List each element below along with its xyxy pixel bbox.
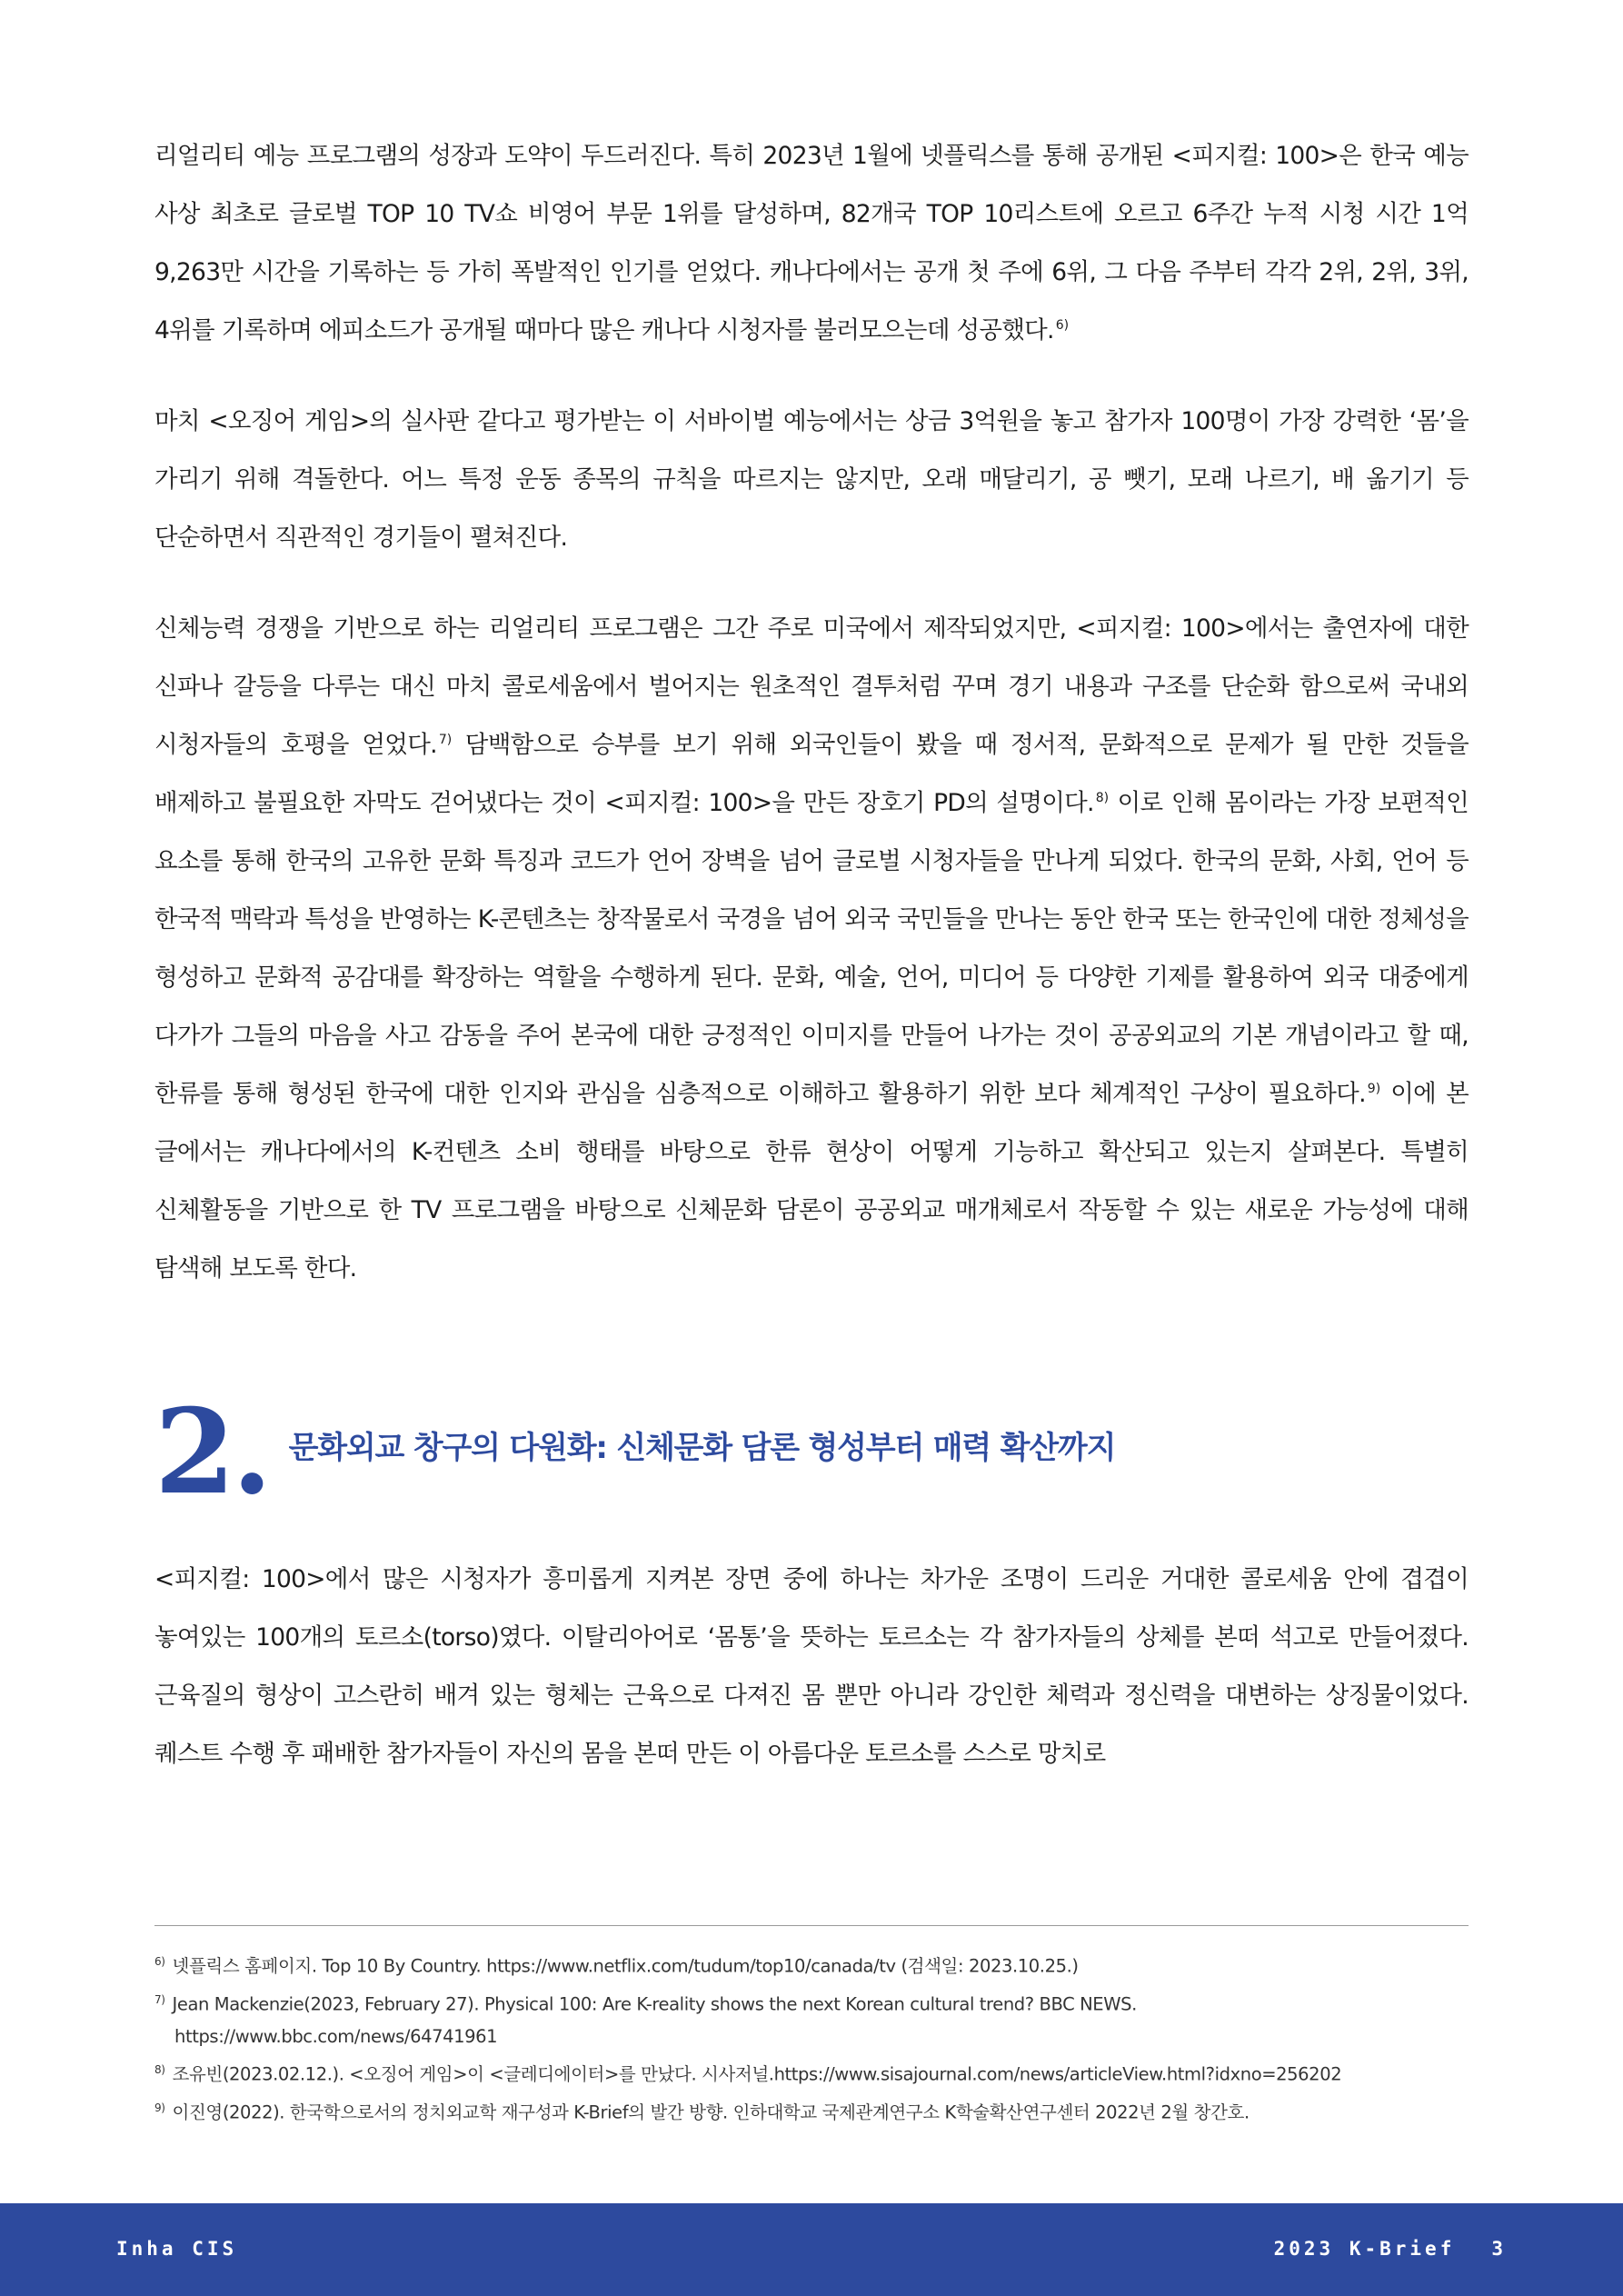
paragraph-text: 이에 본 글에서는 캐나다에서의 K-컨텐츠 소비 행태를 바탕으로 한류 현상이 어떻게 기능하고 확산되고 있는지 살펴본다. 특별히 신체활동을 기반으로 한 TV 프로그램을 바탕으로 신체문화 담론이 공공외교 매개체로서 작동할 수 있는 새로운 가능성에 대해 탐색해 보도록 한다. — [154, 1080, 1469, 1283]
paragraph-text: 리얼리티 예능 프로그램의 성장과 도약이 두드러진다. 특히 2023년 1월에 넷플릭스를 통해 공개된 <피지컬: 100>은 한국 예능 사상 최초로 글로벌 TOP 10 TV쇼 비영어 부문 1위를 달성하며, 82개국 TOP 10리스트에 오르고 6주간 누적 시청 시간 1억 9,263만 시간을 기록하는 등 가히 폭발적인 인기를 얻었다. 캐나다에서는 공개 첫 주에 6위, 그 다음 주부터 각각 2위, 2위, 3위, 4위를 기록하며 에피소드가 공개될 때마다 많은 캐나다 시청자를 불러모으는데 성공했다. — [154, 142, 1469, 344]
footnote-ref[interactable]: 7) — [438, 733, 453, 748]
page-footer — [0, 2203, 1623, 2296]
paragraph-text: 담백함으로 승부를 보기 위해 외국인들이 봤을 때 정서적, 문화적으로 문제가 될 만한 것들을 배제하고 불필요한 자막도 걷어냈다는 것이 <피지컬: 100>을 만든 장호기 PD의 설명이다. — [154, 731, 1469, 817]
footnote-ref[interactable]: 6) — [1055, 318, 1070, 334]
footnote-text: 이진영(2022). 한국학으로서의 정치외교학 재구성과 K-Brief의 발간 방향. 인하대학교 국제관계연구소 K학술확산연구센터 2022년 2월 창간호. — [172, 2101, 1250, 2122]
footer-right — [1274, 2238, 1507, 2260]
footnote-text: Jean Mackenzie(2023, February 27). Physical 100: Are K-reality shows the next Korean cultural trend? BBC NEWS. — [172, 1993, 1137, 2014]
paragraph-text: 신체능력 경쟁을 기반으로 하는 리얼리티 프로그램은 그간 주로 미국에서 제작되었지만, <피지컬: 100>에서는 출연자에 대한 신파나 갈등을 다루는 대신 마치 콜로세움에서 벌어지는 원초적인 결투처럼 꾸며 경기 내용과 구조를 단순화 함으로써 국내외 시청자들의 호평을 얻었다. — [154, 614, 1469, 759]
paragraph-text: 마치 <오징어 게임>의 실사판 같다고 평가받는 이 서바이벌 예능에서는 상금 3억원을 놓고 참가자 100명이 가장 강력한 ‘몸’을 가리기 위해 격돌한다. 어느 특정 운동 종목의 규칙을 따르지는 않지만, 오래 매달리기, 공 뺏기, 모래 나르기, 배 옮기기 등 단순하면서 직관적인 경기들이 펼쳐진다. — [154, 407, 1469, 552]
footnote-link[interactable]: https://www.bbc.com/news/64741961 — [174, 2026, 498, 2047]
footer-org: Inha CIS — [116, 2238, 238, 2260]
footnote-number: 9) — [154, 2101, 165, 2114]
footnote — [154, 1983, 1469, 2054]
footnotes — [154, 1945, 1469, 2129]
page-number: 3 — [1491, 2238, 1507, 2260]
footnote-number: 8) — [154, 2063, 165, 2076]
paragraph-text: 이로 인해 몸이라는 가장 보편적인 요소를 통해 한국의 고유한 문화 특징과 코드가 언어 장벽을 넘어 글로벌 시청자들을 만나게 되었다. 한국의 문화, 사회, 언어 등 한국적 맥락과 특성을 반영하는 K-콘텐츠는 창작물로서 국경을 넘어 외국 국민들을 만나는 동안 한국 또는 한국인에 대한 정체성을 형성하고 문화적 공감대를 확장하는 역할을 수행하게 된다. 문화, 예술, 언어, 미디어 등 다양한 기제를 활용하여 외국 대중에게 다가가 그들의 마음을 사고 감동을 주어 본국에 대한 긍정적인 이미지를 만들어 나가는 것이 공공외교의 기본 개념이라고 할 때, 한류를 통해 형성된 한국에 대한 인지와 관심을 심층적으로 이해하고 활용하기 위한 보다 체계적인 구상이 필요하다. — [154, 789, 1469, 1108]
footnote — [154, 2091, 1469, 2130]
section-number: 2. — [154, 1384, 269, 1521]
section-heading — [154, 1384, 1469, 1521]
paragraph — [154, 600, 1469, 1298]
footnote-ref[interactable]: 9) — [1367, 1082, 1381, 1097]
footnote-divider — [154, 1925, 1469, 1926]
paragraph — [154, 393, 1469, 567]
section-title: 문화외교 창구의 다원화: 신체문화 담론 형성부터 매력 확산까지 — [288, 1430, 1116, 1466]
footer-publication: 2023 K-Brief — [1273, 2238, 1456, 2260]
footnote-ref[interactable]: 8) — [1095, 791, 1110, 806]
footnote — [154, 2053, 1469, 2091]
footnote-number: 6) — [154, 1955, 165, 1968]
footnote — [154, 1945, 1469, 1983]
footnote-text: 넷플릭스 홈페이지. Top 10 By Country. https://www.netflix.com/tudum/top10/canada/tv (검색일: 2023.10.25.) — [172, 1955, 1079, 1977]
footnote-text: 조유빈(2023.02.12.). <오징어 게임>이 <글레디에이터>를 만났다. 시사저널.https://www.sisajournal.com/news/articleView.html?idxno=256202 — [172, 2063, 1342, 2085]
footnote-number: 7) — [154, 1992, 165, 2006]
paragraph — [154, 1551, 1469, 1783]
paragraph — [154, 127, 1469, 360]
paragraph-text: <피지컬: 100>에서 많은 시청자가 흥미롭게 지켜본 장면 중에 하나는 차가운 조명이 드리운 거대한 콜로세움 안에 겹겹이 놓여있는 100개의 토르소(torso)였다. 이탈리아어로 ‘몸통’을 뜻하는 토르소는 각 참가자들의 상체를 본떠 석고로 만들어졌다. 근육질의 형상이 고스란히 배겨 있는 형체는 근육으로 다져진 몸 뿐만 아니라 강인한 체력과 정신력을 대변하는 상징물이었다. 퀘스트 수행 후 패배한 참가자들이 자신의 몸을 본떠 만든 이 아름다운 토르소를 스스로 망치로 — [154, 1565, 1469, 1768]
main-content — [154, 127, 1469, 1783]
